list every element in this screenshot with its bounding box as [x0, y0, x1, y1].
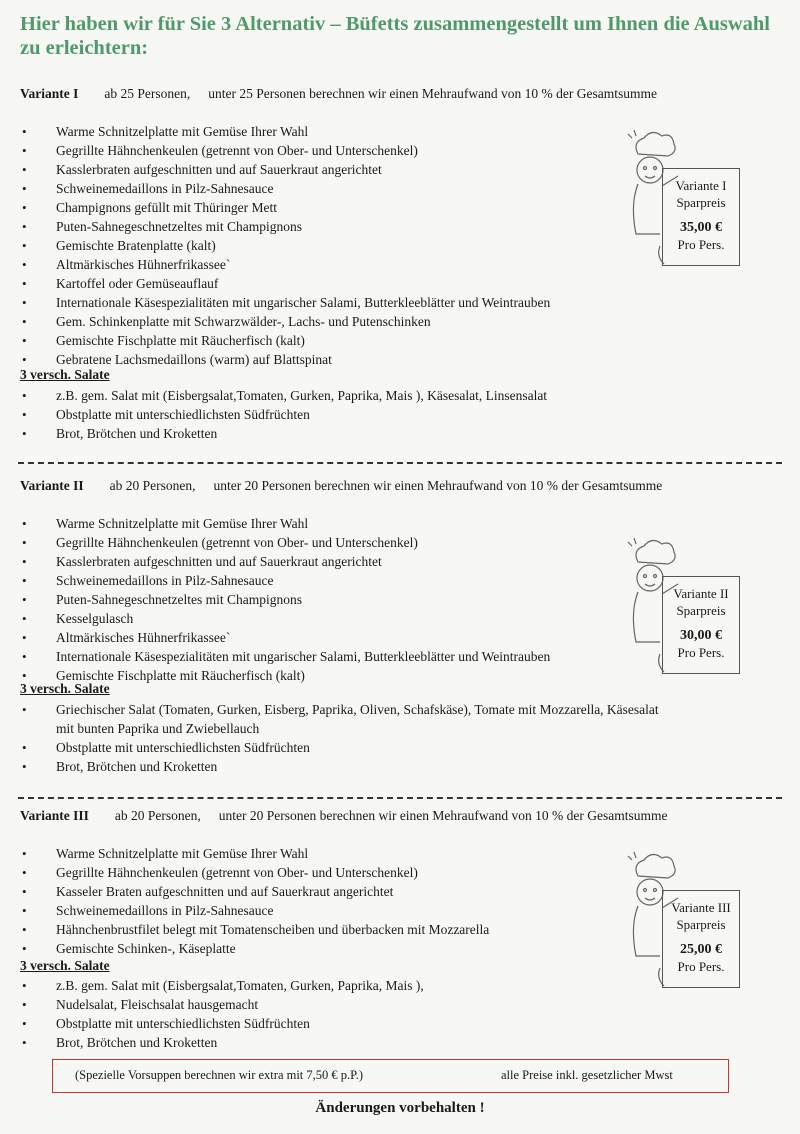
badge-per: Pro Pers. — [677, 959, 725, 974]
section-divider — [18, 462, 782, 464]
list-item: • Gegrillte Hähnchenkeulen (getrennt von Ober- und Unterschenkel) — [20, 533, 660, 552]
badge-label: Variante I — [675, 178, 727, 193]
list-item: • Warme Schnitzelplatte mit Gemüse Ihrer Wahl — [20, 122, 660, 141]
list-item: • Puten-Sahnegeschnetzeltes mit Champignons — [20, 590, 660, 609]
list-item: • Internationale Käsespezialitäten mit ungarischer Salami, Butterkleeblätter und Weintrauben — [20, 647, 660, 666]
dish-list — [20, 514, 660, 685]
salad-list — [20, 976, 660, 1052]
badge-sub: Sparpreis — [676, 603, 726, 618]
salad-heading: 3 versch. Salate — [20, 958, 110, 973]
list-item: • Puten-Sahnegeschnetzeltes mit Champignons — [20, 217, 660, 236]
variant-1 — [0, 86, 800, 446]
variant-min-persons: ab 20 Personen, — [109, 478, 196, 493]
list-item: • Schweinemedaillons in Pilz-Sahnesauce — [20, 901, 660, 920]
variant-name: Variante III — [20, 808, 89, 823]
salad-heading: 3 versch. Salate — [20, 367, 110, 382]
list-item: • Gemischte Schinken-, Käseplatte — [20, 939, 660, 958]
price-badge — [620, 534, 770, 684]
salad-heading: 3 versch. Salate — [20, 681, 110, 696]
variant-min-persons: ab 25 Personen, — [104, 86, 191, 101]
variant-3 — [0, 808, 800, 1053]
badge-label: Variante II — [673, 586, 729, 601]
list-item: • Gegrillte Hähnchenkeulen (getrennt von Ober- und Unterschenkel) — [20, 141, 660, 160]
list-item: • Schweinemedaillons in Pilz-Sahnesauce — [20, 571, 660, 590]
list-item: • Hähnchenbrustfilet belegt mit Tomatenscheiben und überbacken mit Mozzarella — [20, 920, 660, 939]
dish-list — [20, 122, 660, 369]
dish-list — [20, 844, 660, 958]
variant-min-persons: ab 20 Personen, — [114, 808, 201, 823]
closing-note: Änderungen vorbehalten ! — [315, 1100, 485, 1116]
list-item: • Obstplatte mit unterschiedlichsten Südfrüchten — [20, 1014, 660, 1033]
list-item: • Warme Schnitzelplatte mit Gemüse Ihrer Wahl — [20, 514, 660, 533]
price-badge — [620, 848, 770, 998]
variant-header — [20, 86, 657, 102]
list-item: • z.B. gem. Salat mit (Eisbergsalat,Tomaten, Gurken, Paprika, Mais ), — [20, 976, 660, 995]
badge-per: Pro Pers. — [677, 237, 725, 252]
list-item: • Internationale Käsespezialitäten mit ungarischer Salami, Butterkleeblätter und Weintrauben — [20, 293, 660, 312]
list-item: • Gemischte Bratenplatte (kalt) — [20, 236, 660, 255]
price-sign — [662, 576, 740, 674]
variant-surcharge: unter 20 Personen berechnen wir einen Mehraufwand von 10 % der Gesamtsumme — [213, 478, 663, 493]
list-item: • Gemischte Fischplatte mit Räucherfisch (kalt) — [20, 331, 660, 350]
list-item: • Kasslerbraten aufgeschnitten und auf Sauerkraut angerichtet — [20, 160, 660, 179]
soup-surcharge-note: (Spezielle Vorsuppen berechnen wir extra mit 7,50 € p.P.) — [75, 1068, 364, 1082]
list-item: • z.B. gem. Salat mit (Eisbergsalat,Tomaten, Gurken, Paprika, Mais ), Käsesalat, Linsensalat — [20, 386, 660, 405]
list-item: • Kasslerbraten aufgeschnitten und auf Sauerkraut angerichtet — [20, 552, 660, 571]
variant-header — [20, 478, 662, 494]
price-sign — [662, 168, 740, 266]
list-item: • Griechischer Salat (Tomaten, Gurken, Eisberg, Paprika, Oliven, Schafskäse), Tomate mit Mozzarella, Käsesalat mit bunten Paprika und Zwiebellauch — [20, 700, 680, 738]
variant-2 — [0, 478, 800, 778]
badge-sub: Sparpreis — [676, 195, 726, 210]
variant-surcharge: unter 20 Personen berechnen wir einen Mehraufwand von 10 % der Gesamtsumme — [218, 808, 668, 823]
variant-name: Variante II — [20, 478, 84, 493]
list-item: • Brot, Brötchen und Kroketten — [20, 757, 680, 776]
list-item: • Nudelsalat, Fleischsalat hausgemacht — [20, 995, 660, 1014]
badge-sub: Sparpreis — [676, 917, 726, 932]
badge-price: 30,00 € — [680, 628, 722, 643]
list-item: • Warme Schnitzelplatte mit Gemüse Ihrer Wahl — [20, 844, 660, 863]
list-item: • Gebratene Lachsmedaillons (warm) auf Blattspinat — [20, 350, 660, 369]
list-item: • Gemischte Fischplatte mit Räucherfisch (kalt) — [20, 666, 660, 685]
list-item: • Brot, Brötchen und Kroketten — [20, 1033, 660, 1052]
list-item: • Schweinemedaillons in Pilz-Sahnesauce — [20, 179, 660, 198]
vat-note: alle Preise inkl. gesetzlicher Mwst — [501, 1068, 673, 1082]
badge-price: 35,00 € — [680, 220, 722, 235]
price-badge — [620, 126, 770, 276]
salad-list — [20, 700, 680, 776]
variant-header — [20, 808, 668, 824]
page-title: Hier haben wir für Sie 3 Alternativ – Büfetts zusammengestellt um Ihnen die Auswahl zu erleichtern: — [20, 13, 770, 59]
salad-list — [20, 386, 660, 443]
badge-price: 25,00 € — [680, 942, 722, 957]
list-item: • Champignons gefüllt mit Thüringer Mett — [20, 198, 660, 217]
badge-per: Pro Pers. — [677, 645, 725, 660]
list-item: • Kasseler Braten aufgeschnitten und auf Sauerkraut angerichtet — [20, 882, 660, 901]
list-item: • Kartoffel oder Gemüseauflauf — [20, 274, 660, 293]
variant-surcharge: unter 25 Personen berechnen wir einen Mehraufwand von 10 % der Gesamtsumme — [208, 86, 657, 101]
variant-name: Variante I — [20, 86, 79, 101]
list-item: • Gem. Schinkenplatte mit Schwarzwälder-, Lachs- und Putenschinken — [20, 312, 660, 331]
section-divider — [18, 797, 782, 799]
list-item: • Kesselgulasch — [20, 609, 660, 628]
list-item: • Obstplatte mit unterschiedlichsten Südfrüchten — [20, 738, 680, 757]
list-item: • Brot, Brötchen und Kroketten — [20, 424, 660, 443]
list-item: • Altmärkisches Hühnerfrikassee` — [20, 255, 660, 274]
list-item: • Gegrillte Hähnchenkeulen (getrennt von Ober- und Unterschenkel) — [20, 863, 660, 882]
list-item: • Altmärkisches Hühnerfrikassee` — [20, 628, 660, 647]
price-sign — [662, 890, 740, 988]
footer-note-box — [52, 1059, 729, 1093]
badge-label: Variante III — [671, 900, 731, 915]
list-item: • Obstplatte mit unterschiedlichsten Südfrüchten — [20, 405, 660, 424]
